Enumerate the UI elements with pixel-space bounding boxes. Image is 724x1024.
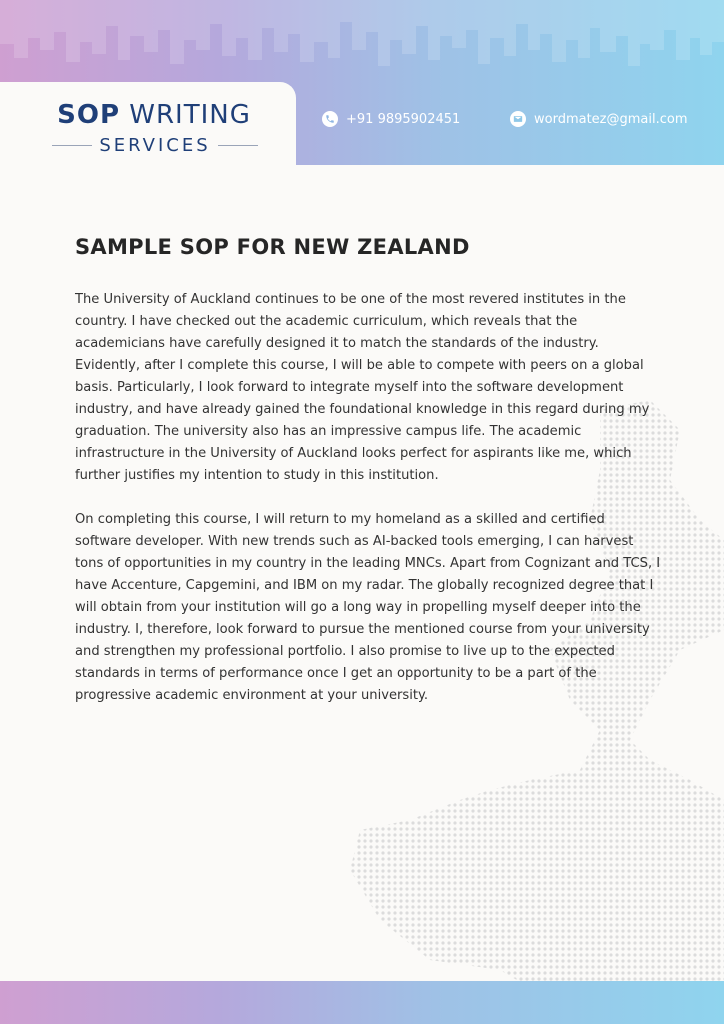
logo-word-writing: WRITING bbox=[129, 100, 251, 130]
document-title: SAMPLE SOP FOR NEW ZEALAND bbox=[75, 235, 470, 259]
logo-word-services: SERVICES bbox=[99, 134, 211, 156]
footer-banner bbox=[0, 981, 724, 1024]
body-paragraph-2: On completing this course, I will return to my homeland as a skilled and certified software developer. With new trends such as AI-backed tools emerging, I can harvest tons of opportunities in my country in the leading MNCs. Apart from Cognizant and TCS, I have Accenture, Capgemini, and IBM on my radar. The globally recognized degree that I will obtain from your institution will go a long way in propelling myself deeper into the industry. I, therefore, look forward to pursue the mentioned course from your university and strengthen my professional portfolio. I also promise to live up to the expected standards in terms of performance once I get an opportunity to be a part of the progressive academic environment at your university. bbox=[75, 512, 661, 703]
email-icon bbox=[510, 111, 526, 127]
logo-wordmark bbox=[0, 100, 308, 130]
logo-word-sop: SOP bbox=[57, 100, 121, 130]
logo-divider-left bbox=[52, 145, 92, 146]
email-address: wordmatez@gmail.com bbox=[534, 111, 688, 127]
city-skyline-decoration bbox=[0, 0, 724, 80]
email-contact[interactable] bbox=[510, 111, 688, 127]
logo-subtitle bbox=[52, 134, 258, 156]
phone-contact[interactable] bbox=[322, 111, 460, 127]
logo-card bbox=[0, 82, 296, 166]
phone-number: +91 9895902451 bbox=[346, 111, 461, 127]
logo-divider-right bbox=[218, 145, 258, 146]
phone-icon bbox=[322, 111, 338, 127]
body-paragraph-1: The University of Auckland continues to be one of the most revered institutes in the country. I have checked out the academic curriculum, which reveals that the academicians have carefully designed it to match the standards of the industry. Evidently, after I complete this course, I will be able to compete with peers on a global basis. Particularly, I look forward to integrate myself into the software development industry, and have already gained the foundational knowledge in this regard during my graduation. The university also has an impressive campus life. The academic infrastructure in the University of Auckland looks perfect for aspirants like me, which further justifies my intention to study in this institution. bbox=[75, 292, 650, 483]
